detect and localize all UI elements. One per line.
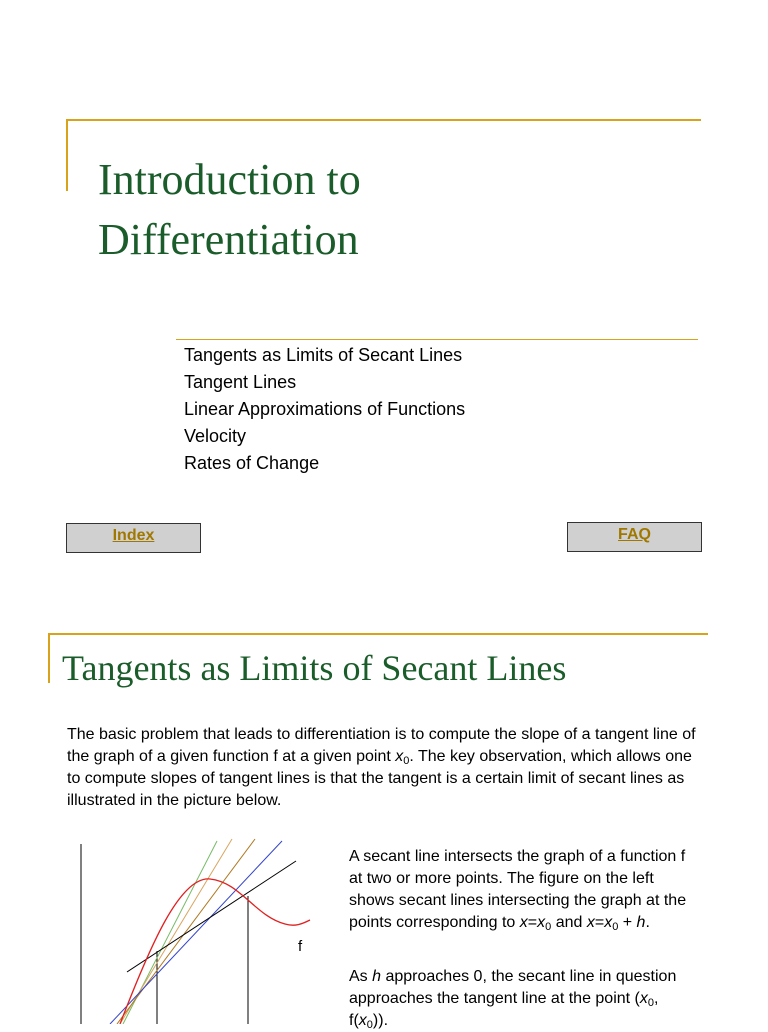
secant-description: A secant line intersects the graph of a function f at two or more points. The figure on the left shows secant lines intersecting the graph at the points corresponding to $x=x_0$ and $x=x_0 + h$. [349, 848, 687, 933]
limit-description: As h approaches 0, the secant line in question approaches the tangent line at the point ($x_0$, $f(x_0)$). [349, 968, 677, 1031]
secant-lines-figure [70, 836, 330, 1024]
topic-item[interactable]: Linear Approximations of Functions [184, 399, 466, 419]
topic-item[interactable]: Rates of Change [184, 453, 320, 473]
intro-paragraph: The basic problem that leads to differentiation is to compute the slope of a tangent line of the graph of a given function f at a given point $x_0$. The key observation, which allows one to compute slopes of tangent lines is that the tangent is a certain limit of secant lines as illustrated in the picture below. [67, 726, 696, 809]
topic-item[interactable]: Tangent Lines [184, 372, 297, 392]
slide2-title: Tangents as Limits of Secant Lines [62, 648, 567, 688]
slide2-left-rule [48, 633, 50, 683]
slide1-left-rule [66, 119, 68, 191]
slide1-top-rule [66, 119, 701, 121]
secant-line-brown [117, 839, 255, 1024]
topic-item[interactable]: Tangents as Limits of Secant Lines [184, 345, 463, 365]
secant-line-blue [110, 841, 282, 1024]
topics-list [184, 342, 465, 477]
secant-line-tan [120, 839, 232, 1024]
faq-link[interactable]: FAQ [618, 526, 651, 543]
function-curve [120, 879, 310, 1024]
tangent-line [127, 861, 296, 972]
index-link[interactable]: Index [112, 527, 155, 544]
index-button[interactable] [66, 523, 201, 553]
slide1-title-line2: Differentiation [98, 215, 359, 264]
slide1-title [98, 150, 361, 270]
faq-button[interactable] [567, 522, 702, 552]
topics-rule [176, 339, 698, 340]
function-label: f [298, 938, 303, 955]
topic-item[interactable]: Velocity [184, 426, 247, 446]
slide1-title-line1: Introduction to [98, 155, 361, 204]
slide2-top-rule [48, 633, 708, 635]
